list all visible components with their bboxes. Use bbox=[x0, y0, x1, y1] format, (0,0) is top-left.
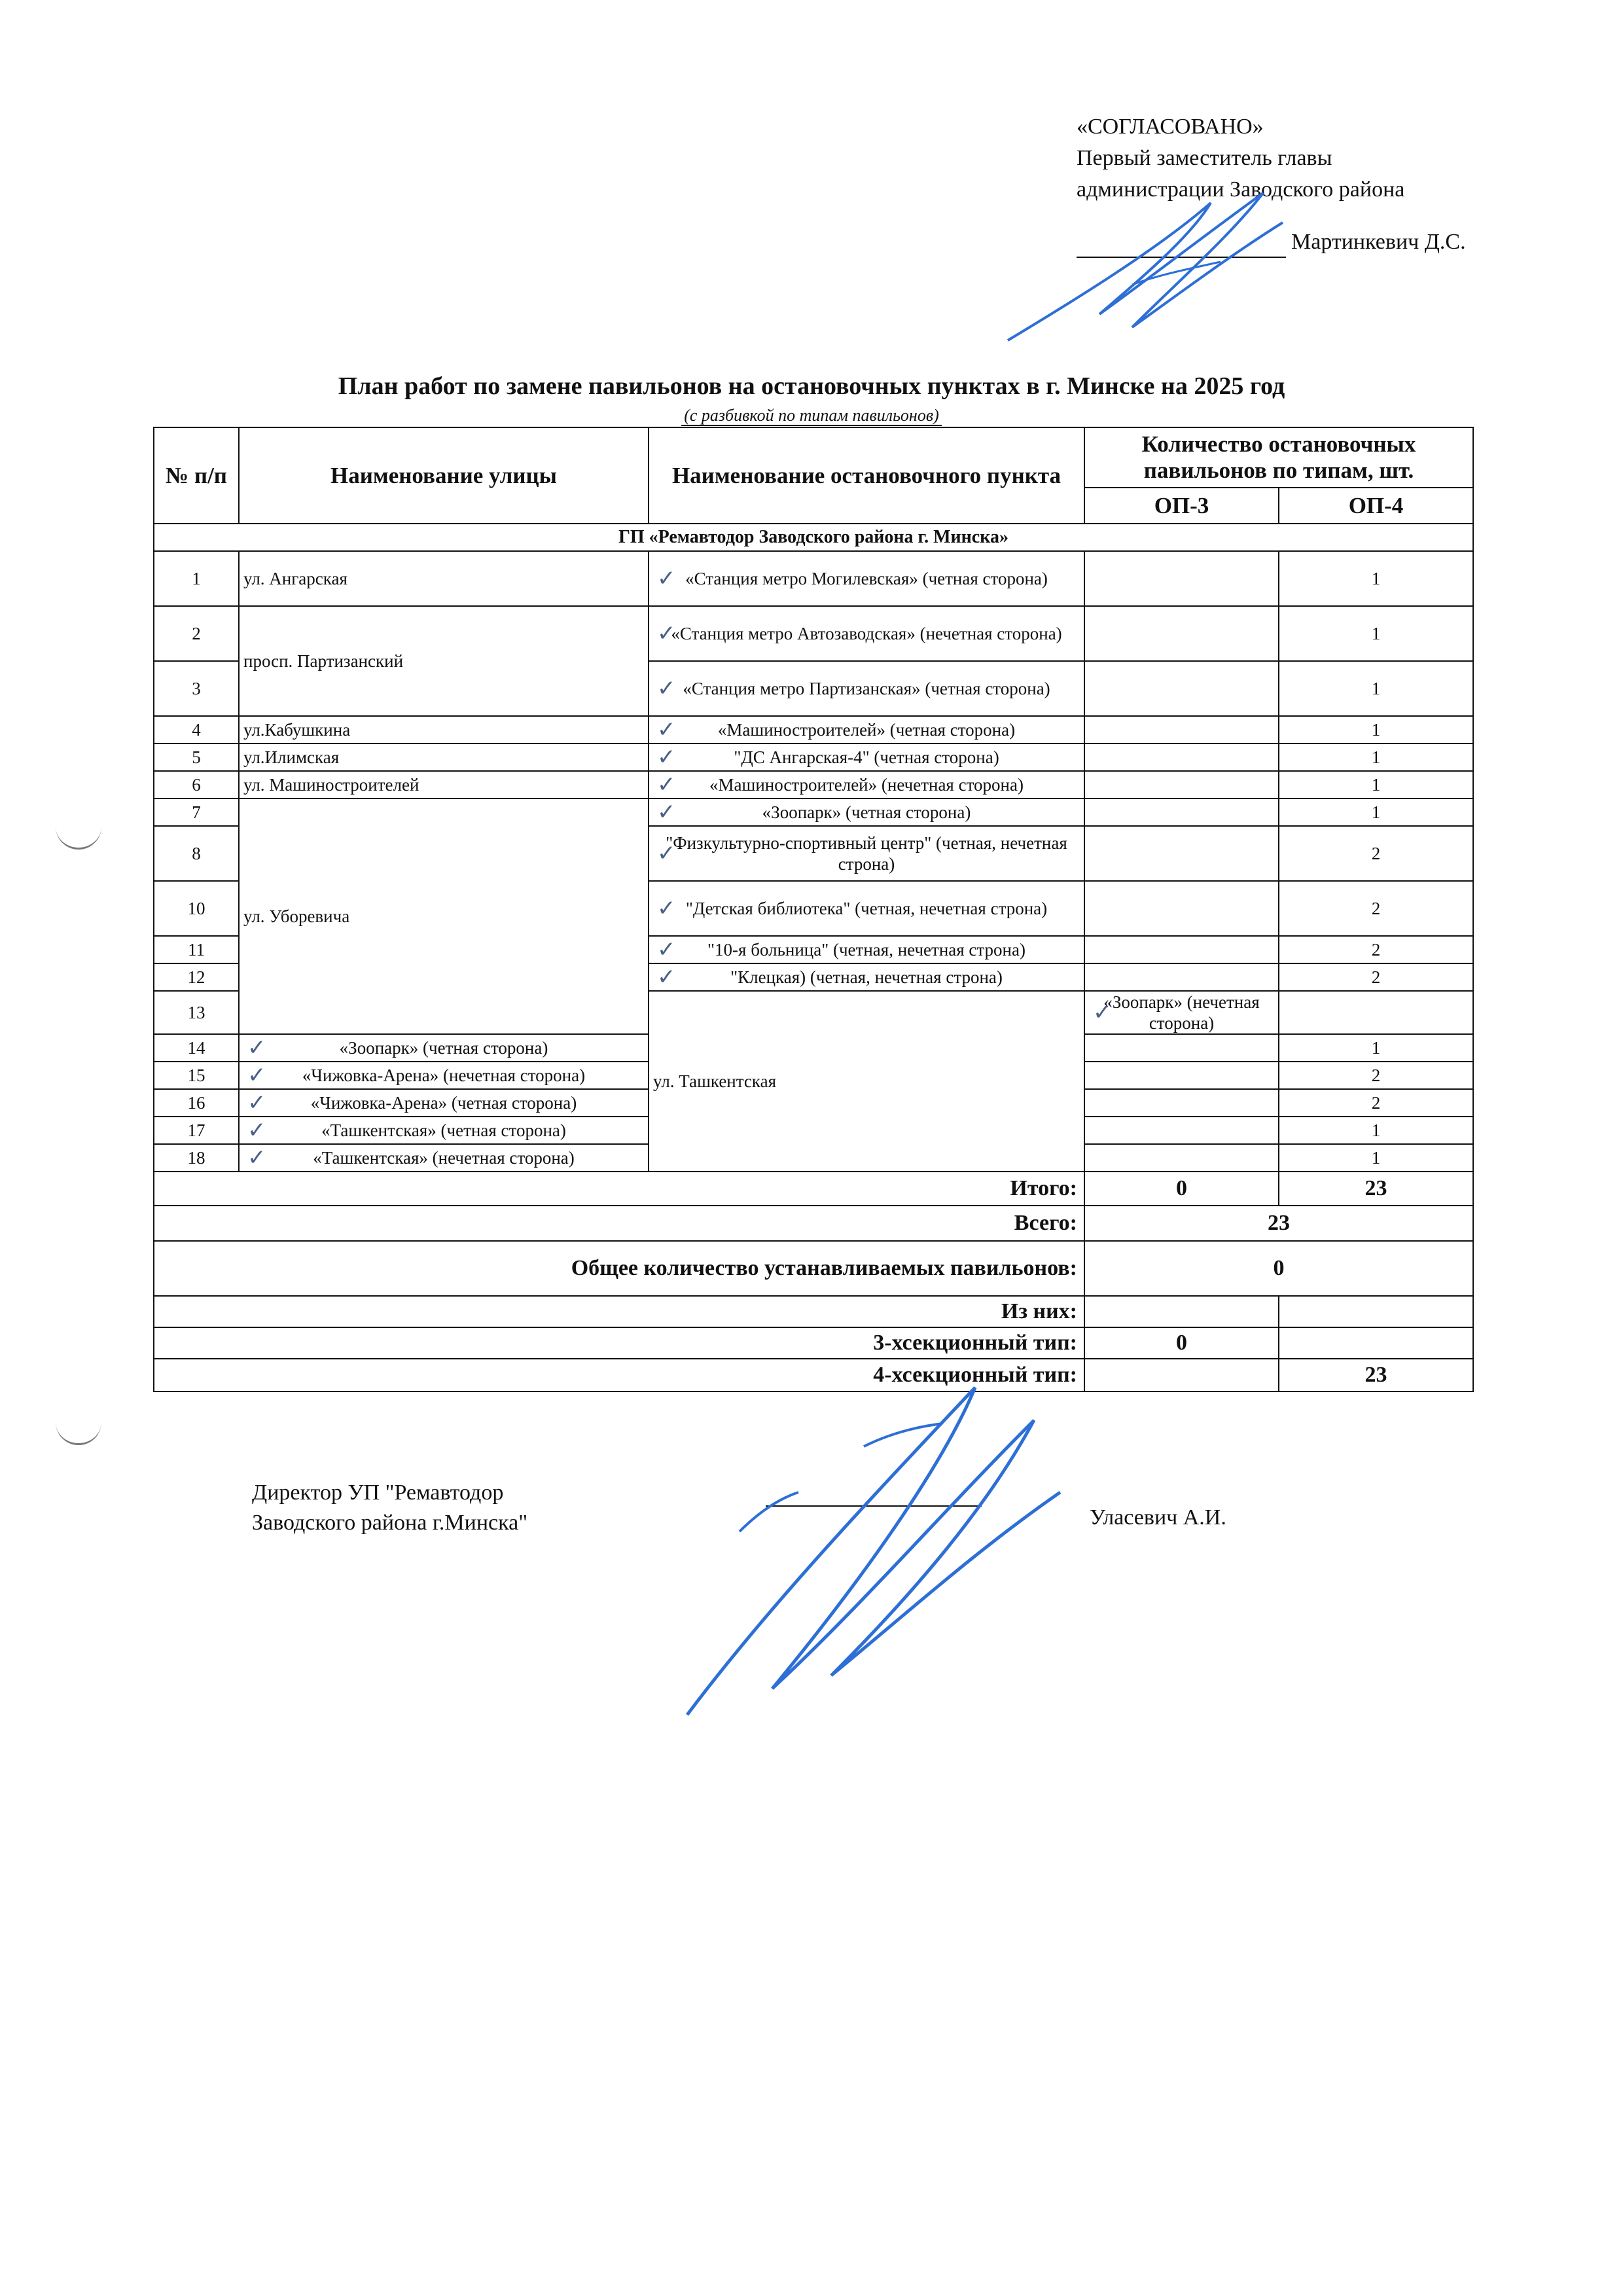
row-op4: 1 bbox=[1279, 1034, 1473, 1062]
plan-table bbox=[153, 427, 1474, 1392]
vsego-label: Всего: bbox=[154, 1206, 1084, 1241]
totals-row-iz-nih bbox=[154, 1296, 1473, 1327]
approval-stamp: «СОГЛАСОВАНО» bbox=[1077, 115, 1264, 139]
type4-label: 4-хсекционный тип: bbox=[154, 1359, 1084, 1391]
row-stop: ✓ «Станция метро Партизанская» (четная сторона) bbox=[649, 661, 1084, 716]
row-op4: 1 bbox=[1279, 661, 1473, 716]
installed-label: Общее количество устанавливаемых павильонов: bbox=[154, 1241, 1084, 1296]
row-stop: ✓ «Машиностроителей» (четная сторона) bbox=[649, 716, 1084, 744]
approval-position-line2: администрации Заводского района bbox=[1077, 177, 1405, 202]
row-stop: ✓ «Машиностроителей» (нечетная сторона) bbox=[649, 771, 1084, 798]
row-op4: 1 bbox=[1279, 716, 1473, 744]
approval-name: Мартинкевич Д.С. bbox=[1291, 230, 1466, 254]
row-street: ул.Кабушкина bbox=[239, 716, 649, 744]
row-num: 14 bbox=[154, 1034, 239, 1062]
row-num: 12 bbox=[154, 963, 239, 991]
group-row bbox=[154, 524, 1473, 551]
director-name: Уласевич А.И. bbox=[1090, 1505, 1226, 1530]
director-line2: Заводского района г.Минска" bbox=[252, 1511, 528, 1535]
row-op4: 2 bbox=[1279, 1062, 1473, 1089]
row-street: ул.Илимская bbox=[239, 744, 649, 771]
row-op3 bbox=[1084, 1089, 1279, 1117]
row-op3 bbox=[1084, 1062, 1279, 1089]
row-num: 4 bbox=[154, 716, 239, 744]
row-op3 bbox=[1279, 991, 1473, 1034]
row-op4: 1 bbox=[1279, 1144, 1473, 1172]
row-op4: 2 bbox=[1279, 826, 1473, 881]
row-street: просп. Партизанский bbox=[239, 606, 649, 716]
header-street: Наименование улицы bbox=[239, 427, 649, 524]
row-stop: ✓ "10-я больница" (четная, нечетная строна) bbox=[649, 936, 1084, 963]
itogo-label: Итого: bbox=[154, 1172, 1084, 1206]
director-line1: Директор УП "Ремавтодор bbox=[252, 1480, 504, 1505]
row-op4: 1 bbox=[1279, 798, 1473, 826]
row-op3 bbox=[1084, 551, 1279, 606]
vsego-value: 23 bbox=[1084, 1206, 1473, 1241]
row-num: 10 bbox=[154, 881, 239, 936]
row-num: 17 bbox=[154, 1117, 239, 1144]
row-op4: 1 bbox=[1279, 771, 1473, 798]
row-op3 bbox=[1084, 606, 1279, 661]
row-num: 13 bbox=[154, 991, 239, 1034]
row-op3 bbox=[1084, 826, 1279, 881]
check-mark-icon: ✓ bbox=[657, 799, 676, 825]
document-title: План работ по замене павильонов на остановочных пунктах в г. Минске на 2025 год bbox=[338, 372, 1285, 400]
table-row bbox=[154, 798, 1473, 826]
row-num: 7 bbox=[154, 798, 239, 826]
totals-row-itogo bbox=[154, 1172, 1473, 1206]
iz-nih-op3 bbox=[1084, 1296, 1279, 1327]
row-num: 8 bbox=[154, 826, 239, 881]
approval-signature bbox=[995, 177, 1302, 353]
row-stop: ✓ "Детская библиотека" (четная, нечетная строна) bbox=[649, 881, 1084, 936]
director-block bbox=[252, 1478, 527, 1538]
table-row bbox=[154, 551, 1473, 606]
check-mark-icon: ✓ bbox=[657, 772, 676, 798]
totals-row-installed bbox=[154, 1241, 1473, 1296]
row-stop: ✓ «Зоопарк» (четная сторона) bbox=[239, 1034, 649, 1062]
row-stop: ✓ «Станция метро Могилевская» (четная сторона) bbox=[649, 551, 1084, 606]
type3-value: 0 bbox=[1084, 1327, 1279, 1359]
type3-label: 3-хсекционный тип: bbox=[154, 1327, 1084, 1359]
itogo-op4: 23 bbox=[1279, 1172, 1473, 1206]
type3-op4 bbox=[1279, 1327, 1473, 1359]
header-num: № п/п bbox=[154, 427, 239, 524]
row-street: ул. Машиностроителей bbox=[239, 771, 649, 798]
type4-op3 bbox=[1084, 1359, 1279, 1391]
row-num: 5 bbox=[154, 744, 239, 771]
check-mark-icon: ✓ bbox=[657, 840, 676, 867]
iz-nih-label: Из них: bbox=[154, 1296, 1084, 1327]
totals-row-type3 bbox=[154, 1327, 1473, 1359]
row-op3 bbox=[1084, 798, 1279, 826]
row-op3 bbox=[1084, 716, 1279, 744]
row-stop: ✓ «Ташкентская» (нечетная сторона) bbox=[239, 1144, 649, 1172]
row-stop: ✓ «Чижовка-Арена» (нечетная сторона) bbox=[239, 1062, 649, 1089]
row-stop: ✓ «Ташкентская» (четная сторона) bbox=[239, 1117, 649, 1144]
document-subtitle: (с разбивкой по типам павильонов) bbox=[0, 406, 1623, 425]
header-row bbox=[154, 427, 1473, 488]
header-op3: ОП-3 bbox=[1084, 488, 1279, 524]
table-row bbox=[154, 716, 1473, 744]
table-row bbox=[154, 744, 1473, 771]
group-label: ГП «Ремавтодор Заводского района г. Минска» bbox=[154, 524, 1473, 551]
row-op3 bbox=[1084, 963, 1279, 991]
row-num: 6 bbox=[154, 771, 239, 798]
check-mark-icon: ✓ bbox=[247, 1090, 266, 1116]
row-stop: ✓ "ДС Ангарская-4" (четная сторона) bbox=[649, 744, 1084, 771]
row-op4: 2 bbox=[1279, 881, 1473, 936]
row-num: 2 bbox=[154, 606, 239, 661]
table-row bbox=[154, 771, 1473, 798]
row-num: 15 bbox=[154, 1062, 239, 1089]
row-op3 bbox=[1084, 881, 1279, 936]
punch-hole bbox=[56, 1417, 101, 1445]
row-street: ул. Ташкентская bbox=[649, 991, 1084, 1172]
row-op3 bbox=[1084, 661, 1279, 716]
row-stop: ✓ «Зоопарк» (четная сторона) bbox=[649, 798, 1084, 826]
row-op3 bbox=[1084, 744, 1279, 771]
approval-position-line1: Первый заместитель главы bbox=[1077, 146, 1332, 170]
row-op4: 2 bbox=[1279, 1089, 1473, 1117]
row-stop: ✓ «Станция метро Автозаводская» (нечетная сторона) bbox=[649, 606, 1084, 661]
check-mark-icon: ✓ bbox=[657, 675, 676, 702]
row-op4: 1 bbox=[1279, 744, 1473, 771]
header-op4: ОП-4 bbox=[1279, 488, 1473, 524]
table-row bbox=[154, 606, 1473, 661]
row-stop: ✓ «Зоопарк» (нечетная сторона) bbox=[1084, 991, 1279, 1034]
row-op4: 2 bbox=[1279, 936, 1473, 963]
row-stop: ✓ «Чижовка-Арена» (четная сторона) bbox=[239, 1089, 649, 1117]
row-num: 18 bbox=[154, 1144, 239, 1172]
row-op3 bbox=[1084, 771, 1279, 798]
check-mark-icon: ✓ bbox=[1093, 999, 1112, 1026]
check-mark-icon: ✓ bbox=[657, 717, 676, 743]
totals-row-vsego bbox=[154, 1206, 1473, 1241]
row-stop: ✓ "Физкультурно-спортивный центр" (четная, нечетная строна) bbox=[649, 826, 1084, 881]
row-op3 bbox=[1084, 1034, 1279, 1062]
check-mark-icon: ✓ bbox=[247, 1035, 266, 1061]
row-stop: ✓ "Клецкая) (четная, нечетная строна) bbox=[649, 963, 1084, 991]
iz-nih-op4 bbox=[1279, 1296, 1473, 1327]
row-num: 16 bbox=[154, 1089, 239, 1117]
row-op4: 1 bbox=[1279, 1117, 1473, 1144]
row-op4: 1 bbox=[1279, 551, 1473, 606]
type4-value: 23 bbox=[1279, 1359, 1473, 1391]
check-mark-icon: ✓ bbox=[247, 1117, 266, 1143]
check-mark-icon: ✓ bbox=[247, 1145, 266, 1171]
check-mark-icon: ✓ bbox=[657, 964, 676, 990]
row-op4: 1 bbox=[1279, 606, 1473, 661]
installed-value: 0 bbox=[1084, 1241, 1473, 1296]
row-num: 1 bbox=[154, 551, 239, 606]
row-op3 bbox=[1084, 1117, 1279, 1144]
row-street: ул. Ангарская bbox=[239, 551, 649, 606]
check-mark-icon: ✓ bbox=[657, 744, 676, 770]
check-mark-icon: ✓ bbox=[657, 565, 676, 592]
punch-hole bbox=[56, 821, 101, 850]
row-num: 3 bbox=[154, 661, 239, 716]
row-street: ул. Уборевича bbox=[239, 798, 649, 1034]
row-op4: 2 bbox=[1279, 963, 1473, 991]
header-stop: Наименование остановочного пункта bbox=[649, 427, 1084, 524]
row-op3 bbox=[1084, 1144, 1279, 1172]
header-qty: Количество остановочных павильонов по типам, шт. bbox=[1084, 427, 1473, 488]
check-mark-icon: ✓ bbox=[657, 620, 676, 647]
row-op3 bbox=[1084, 936, 1279, 963]
check-mark-icon: ✓ bbox=[657, 937, 676, 963]
check-mark-icon: ✓ bbox=[247, 1062, 266, 1088]
itogo-op3: 0 bbox=[1084, 1172, 1279, 1206]
check-mark-icon: ✓ bbox=[657, 895, 676, 922]
row-num: 11 bbox=[154, 936, 239, 963]
director-signature bbox=[668, 1361, 1073, 1728]
